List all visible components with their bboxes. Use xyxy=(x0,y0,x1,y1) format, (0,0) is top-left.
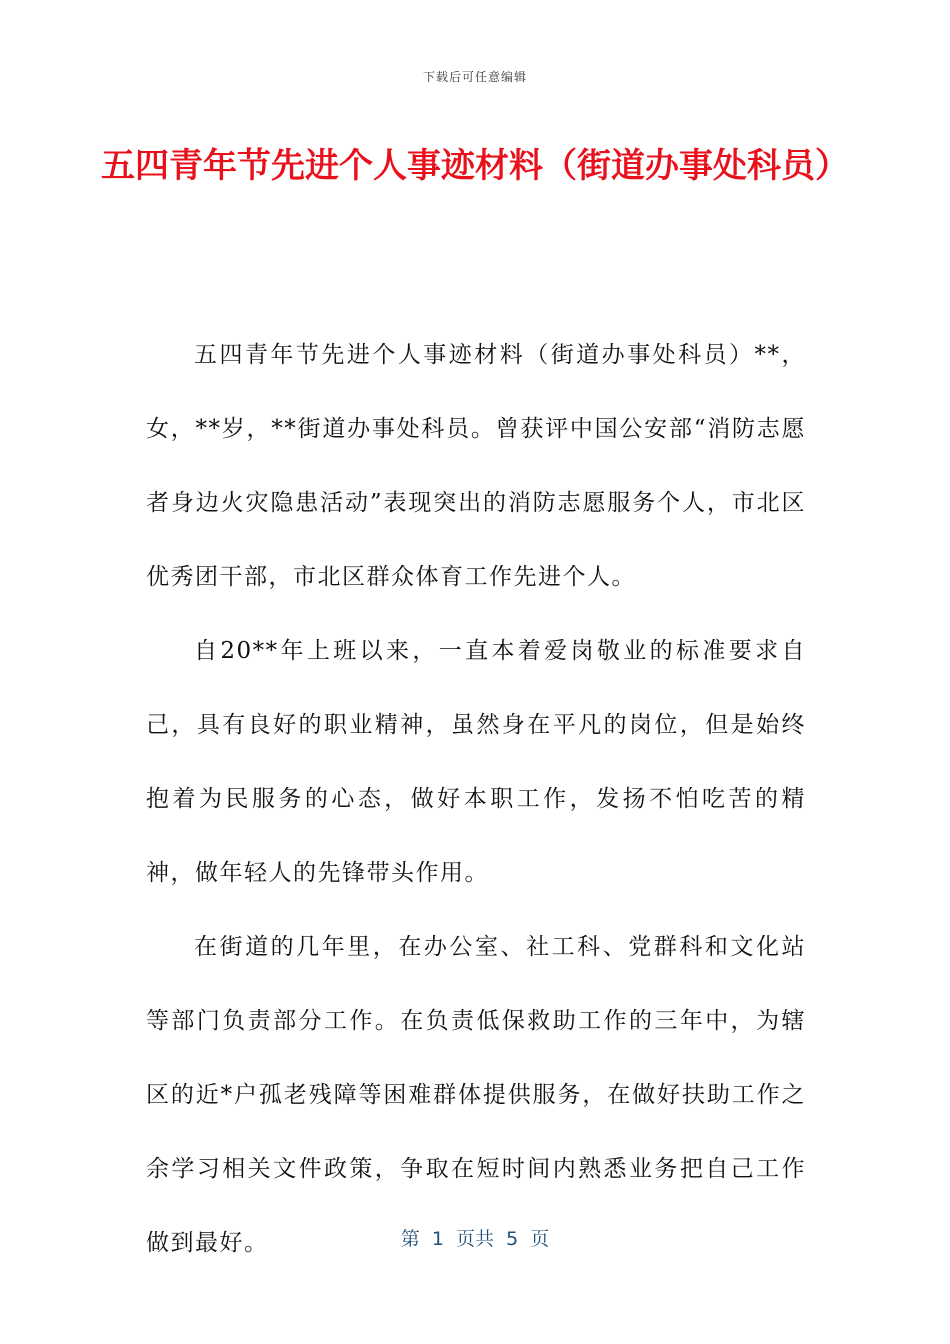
document-body xyxy=(146,318,806,1280)
page-footer: 第 1 页共 5 页 xyxy=(400,1228,550,1250)
header-note: 下载后可任意编辑 xyxy=(422,70,527,84)
paragraph-2: 自20**年上班以来，一直本着爱岗敬业的标准要求自己，具有良好的职业精神，虽然身在平凡的岗位，但是始终抱着为民服务的心态，做好本职工作，发扬不怕吃苦的精神，做年轻人的先锋带头作用。 xyxy=(146,638,806,886)
document-title: 五四青年节先进个人事迹材料（街道办事处科员） xyxy=(101,146,849,186)
paragraph-1: 五四青年节先进个人事迹材料（街道办事处科员）**，女，**岁，**街道办事处科员。曾获评中国公安部“消防志愿者身边火灾隐患活动”表现突出的消防志愿服务个人，市北区优秀团干部，市北区群众体育工作先进个人。 xyxy=(146,342,806,590)
paragraph-3: 在街道的几年里，在办公室、社工科、党群科和文化站等部门负责部分工作。在负责低保救助工作的三年中，为辖区的近*户孤老残障等困难群体提供服务，在做好扶助工作之余学习相关文件政策，争取在短时间内熟悉业务把自己工作做到最好。 xyxy=(146,934,806,1256)
